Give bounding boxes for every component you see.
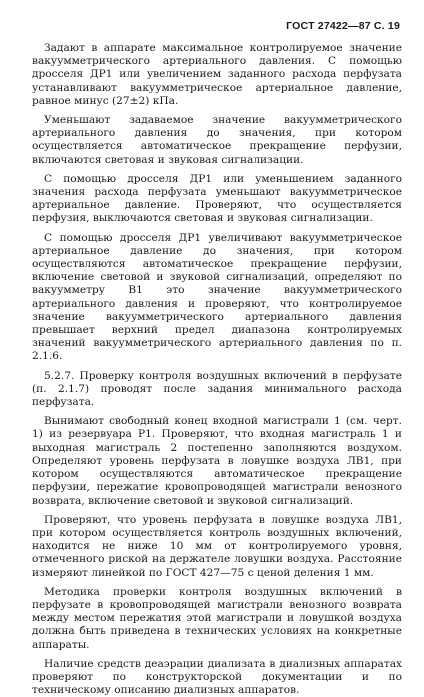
paragraph-4: С помощью дросселя ДР1 увеличивают вакуумметрическое артериальное давление до значения, при котором осуществляются автоматическое прекращение перфузии, включение световой и звуковой сигнализаций, определяют по вакуумметру В1 это значение вакуумметрического артериального давления и проверяют, что контролируемое значение вакуумметрического артериального давления превышает верхний предел диапазона контролируемых значений вакуумметрического артериального давления по п. 2.1.6. [32,231,402,363]
paragraph-9: Наличие средств деаэрации диализата в диализных аппаратах проверяют по конструкторской документации и по техническому описанию диализных аппаратов. [32,657,402,697]
paragraph-2: Уменьшают задаваемое значение вакуумметрического артериального давления до значения, при котором осуществляется автоматическое прекращение перфузии, включаются световая и звуковая сигнализации. [32,114,402,166]
paragraph-1: Задают в аппарате максимальное контролируемое значение вакуумметрического артериального давления. С помощью дросселя ДР1 или увеличением заданного расхода перфузата устанавливают вакуумметрическое артериальное давление, равное минус (27±2) кПа. [32,42,402,107]
paragraph-8: Методика проверки контроля воздушных включений в перфузате в кровопроводящей магистрали венозного возврата между местом пережатия этой магистрали и ловушкой воздуха должна быть приведена в технических условиях на конкретные аппараты. [32,585,402,651]
paragraph-6: Вынимают свободный конец входной магистрали 1 (см. черт. 1) из резервуара Р1. Проверяют, что входная магистраль 1 и выходная магистраль 2 постепенно заполняются воздухом. Определяют уровень перфузата в ловушке воздуха ЛВ1, при котором осуществляются автоматическое прекращение перфузии, пережатие кровопроводящей магистрали венозного возврата, включение световой и звуковой сигнализаций. [32,415,402,507]
document-body [32,42,402,697]
paragraph-5: 5.2.7. Проверку контроля воздушных включений в перфузате (п. 2.1.7) проводят после задания минимального расхода перфузата. [32,369,402,409]
paragraph-3: С помощью дросселя ДР1 или уменьшением заданного значения расхода перфузата уменьшают вакуумметрическое артериальное давление. Проверяют, что осуществляется перфузия, выключаются световая и звуковая сигнализации. [32,172,402,225]
paragraph-7: Проверяют, что уровень перфузата в ловушке воздуха ЛВ1, при котором осуществляется контроль воздушных включений, находится не ниже 10 мм от контролируемого уровня, отмеченного риской на держателе ловушки воздуха. Расстояние измеряют линейкой по ГОСТ 427—75 с ценой деления 1 мм. [32,513,402,579]
page-header: ГОСТ 27422—87 С. 19 [286,20,400,32]
